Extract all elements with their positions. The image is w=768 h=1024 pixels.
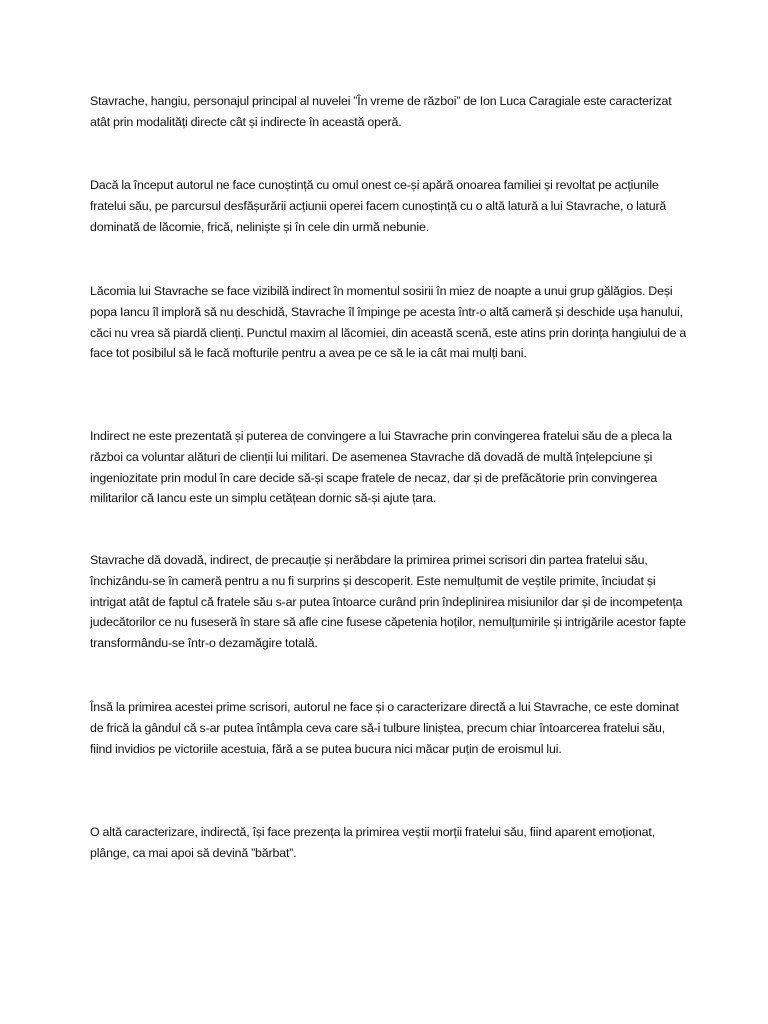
paragraph-4: Indirect ne este prezentată și puterea de convingere a lui Stavrache prin convingerea fratelui său de a pleca la război ca voluntar alături de clienții lui militari. De asemenea Stavrache dă dovadă de multă înțelepciune și ingeniozitate prin modul în care decide să-și scape fratele de necaz, dar și de prefăcătorie prin convingerea militarilor că Iancu este un simplu cetățean dornic să-și ajute țara. xyxy=(90,429,672,506)
paragraph-2: Dacă la început autorul ne face cunoștință cu omul onest ce-și apără onoarea familiei și revoltat pe acțiunile fratelui său, pe parcursul desfășurării acțiunii operei facem cunoștință cu o altă latură a lui Stavrache, o latură dominată de lăcomie, frică, neliniște și în cele din urmă nebunie. xyxy=(90,178,667,234)
paragraph-6: Însă la primirea acestei prime scrisori, autorul ne face și o caracterizare directă a lui Stavrache, ce este dominat de frică la gândul că s-ar putea întâmpla ceva care să-i tulbure liniștea, precum chiar întoarcerea fratelui său, fiind invidios pe victoriile acestuia, fără a se putea bucura nici măcar puțin de eroismul lui. xyxy=(90,700,679,756)
paragraph-3: Lăcomia lui Stavrache se face vizibilă indirect în momentul sosirii în miez de noapte a unui grup gălăgios. Deși popa Iancu îl imploră să nu deschidă, Stavrache îl împinge pe acesta într-o altă cameră și deschide ușa hanului, căci nu vrea să piardă clienți. Punctul maxim al lăcomiei, din această scenă, este atins prin dorința hangiului de a face tot posibilul să le facă mofturile pentru a avea pe ce să le ia cât mai mulți bani. xyxy=(90,284,687,361)
paragraph-5: Stavrache dă dovadă, indirect, de precauție și nerăbdare la primirea primei scrisori din partea fratelui său, închizându-se în cameră pentru a nu fi surprins și descoperit. Este nemulțumit de veștile primite, înciudat și intrigat atât de faptul că fratele său s-ar putea întoarce curând prin îndeplinirea misiunilor dar și de incompetența judecătorilor ce nu fuseseră în stare să afle cine fusese căpetenia hoților, nemulțumirile și intrigările acestor fapte transformându-se într-o dezamăgire totală. xyxy=(90,553,686,651)
paragraph-1: Stavrache, hangiu, personajul principal al nuvelei ”În vreme de război” de Ion Luca Caragiale este caracterizat atât prin modalități directe cât și indirecte în această operă. xyxy=(90,94,672,129)
paragraph-7: O altă caracterizare, indirectă, își face prezența la primirea veștii morții fratelui său, fiind aparent emoționat, plânge, ca mai apoi să devină ”bărbat”. xyxy=(90,825,656,860)
